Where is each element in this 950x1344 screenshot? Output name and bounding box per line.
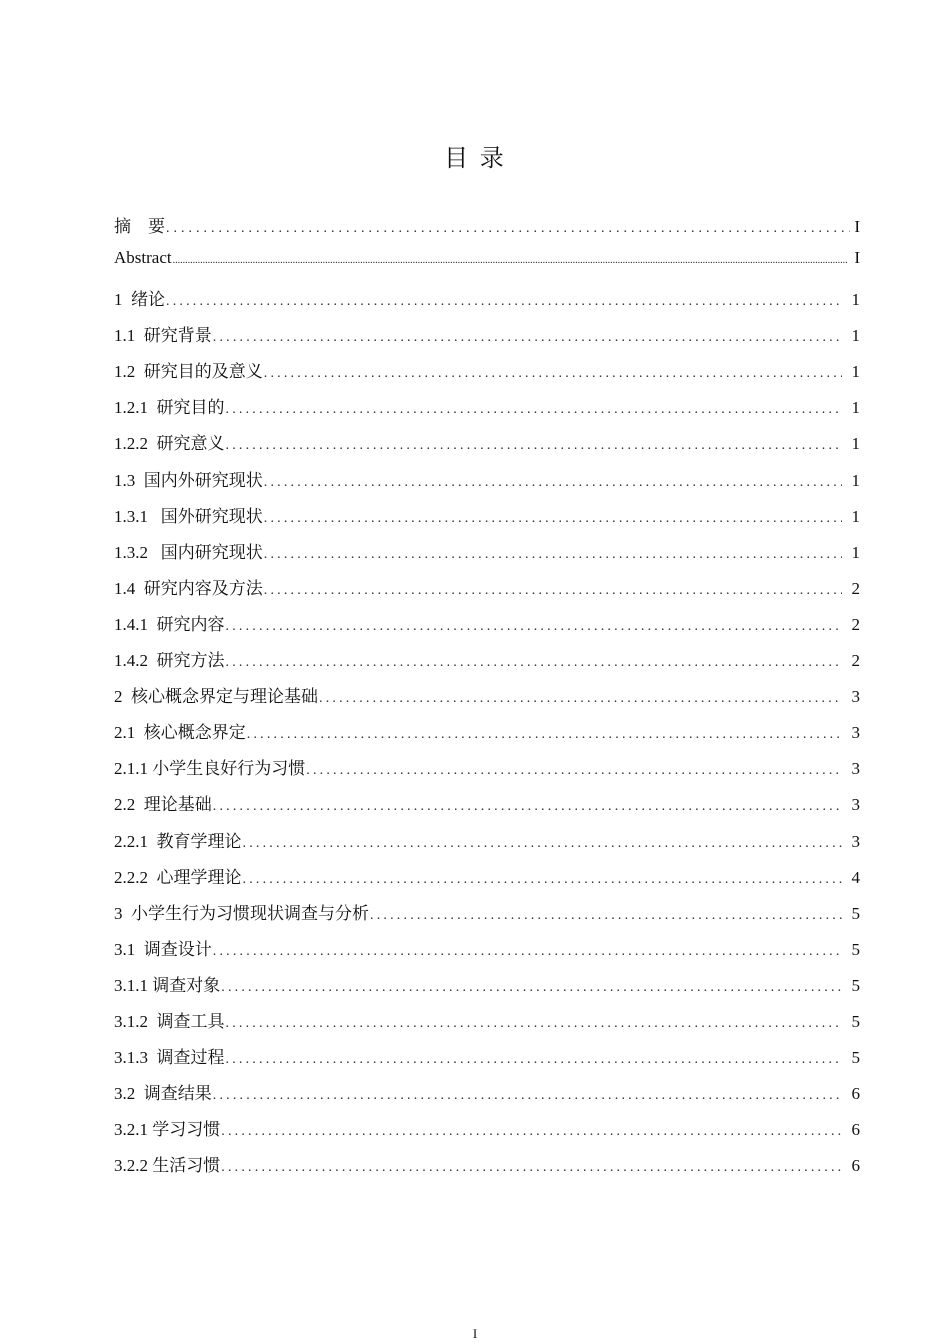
toc-dot-leader: [166, 221, 850, 237]
toc-entry-label: 3.1.1 调查对象: [114, 975, 221, 995]
toc-entry[interactable]: [114, 827, 860, 863]
toc-entry-label: 3.1.3 调查过程: [114, 1048, 225, 1068]
toc-entry-label: 1.4 研究内容及方法: [114, 578, 263, 598]
toc-entry[interactable]: [114, 1007, 860, 1043]
toc-dot-leader: [166, 294, 842, 310]
toc-entry-page-number: 1: [851, 398, 860, 418]
toc-entry[interactable]: [114, 718, 860, 754]
toc-dot-leader: [221, 1160, 841, 1176]
toc-entry-label: 1.3 国内外研究现状: [114, 470, 263, 490]
toc-entry-page-number: 4: [851, 867, 860, 887]
toc-entry-label: 2 核心概念界定与理论基础: [114, 687, 318, 707]
toc-dot-leader: [306, 763, 841, 779]
toc-entry-page-number: 3: [851, 831, 860, 851]
toc-entry-page-number: 1: [851, 290, 860, 310]
toc-entry-label: 3.2.2 生活习惯: [114, 1156, 221, 1176]
toc-dot-leader: [226, 438, 842, 454]
toc-dot-leader: [243, 872, 842, 888]
toc-entry-page-number: 1: [851, 542, 860, 562]
toc-entry-page-number: 5: [851, 1011, 860, 1031]
toc-entry-page-number: 5: [851, 903, 860, 923]
toc-entry[interactable]: [114, 682, 860, 718]
toc-entry[interactable]: [114, 899, 860, 935]
toc-entry-label: 1.4.1 研究内容: [114, 614, 225, 634]
toc-entry[interactable]: [114, 646, 860, 682]
toc-entry[interactable]: [114, 1151, 860, 1187]
toc-entry-page-number: 5: [851, 939, 860, 959]
toc-entry-page-number: 3: [851, 723, 860, 743]
toc-entry[interactable]: [114, 357, 860, 393]
toc-entry-page-number: 1: [851, 506, 860, 526]
toc-entry[interactable]: [114, 393, 860, 429]
toc-entry-label: 1.3.1 国外研究现状: [114, 506, 263, 526]
toc-entry-label: 2.1 核心概念界定: [114, 723, 246, 743]
toc-entry-page-number: 3: [851, 759, 860, 779]
toc-entry-label: 3.1 调查设计: [114, 939, 212, 959]
toc-entry[interactable]: [114, 212, 860, 248]
toc-entry-label: 2.2.1 教育学理论: [114, 831, 242, 851]
page-footer-number: I: [472, 1326, 478, 1341]
toc-entry[interactable]: [114, 321, 860, 357]
toc-entry-label: 1.4.2 研究方法: [114, 651, 225, 671]
toc-entry-label: 1.1 研究背景: [114, 326, 212, 346]
toc-dot-leader: [264, 547, 842, 563]
toc-entry[interactable]: [114, 429, 860, 465]
toc-entry-label: 3.2 调查结果: [114, 1084, 212, 1104]
toc-entry[interactable]: [114, 502, 860, 538]
toc-dot-leader: [226, 402, 842, 418]
toc-dot-leader: [264, 366, 842, 382]
toc-dot-leader: [221, 980, 841, 996]
toc-entry[interactable]: [114, 790, 860, 826]
toc-entry-label: 3 小学生行为习惯现状调查与分析: [114, 903, 369, 923]
toc-entry[interactable]: [114, 285, 860, 321]
toc-entry-page-number: 2: [851, 614, 860, 634]
toc-entry-label: 1.3.2 国内研究现状: [114, 542, 263, 562]
toc-entry-page-number: 5: [851, 975, 860, 995]
toc-dot-leader: [213, 944, 842, 960]
toc-dot-leader: [226, 1052, 842, 1068]
toc-entry-label: 3.1.2 调查工具: [114, 1011, 225, 1031]
toc-entry[interactable]: [114, 610, 860, 646]
toc-entry-page-number: 6: [851, 1120, 860, 1140]
toc-entry-label: 2.2 理论基础: [114, 795, 212, 815]
toc-dot-leader: [243, 836, 842, 852]
toc-entry-page-number: 3: [851, 687, 860, 707]
toc-entry-label: 1 绪论: [114, 290, 165, 310]
toc-entry[interactable]: [114, 538, 860, 574]
toc-entry[interactable]: [114, 754, 860, 790]
toc-entry[interactable]: [114, 574, 860, 610]
toc-entry[interactable]: [114, 1115, 860, 1151]
toc-entry-page-number: 1: [851, 434, 860, 454]
toc-entry-page-number: 1: [851, 470, 860, 490]
toc-entry[interactable]: [114, 466, 860, 502]
toc-entry-page-number: 1: [851, 362, 860, 382]
toc-dot-leader: [213, 799, 842, 815]
toc-entry-page-number: I: [854, 217, 860, 236]
toc-entry-page-number: 3: [851, 795, 860, 815]
toc-dot-leader: [264, 475, 842, 491]
toc-dot-leader: [226, 655, 842, 671]
toc-dot-leader: [226, 1016, 842, 1032]
toc-entry-page-number: 5: [851, 1048, 860, 1068]
table-of-contents: [114, 212, 860, 1187]
toc-entry-label: Abstract: [114, 248, 172, 268]
toc-entry-label: 2.1.1 小学生良好行为习惯: [114, 759, 306, 779]
toc-entry-label: 摘 要: [114, 217, 165, 236]
toc-entry-page-number: 6: [851, 1084, 860, 1104]
toc-dot-leader: [247, 727, 842, 743]
toc-entry-page-number: 6: [851, 1156, 860, 1176]
page-title: 目 录: [444, 144, 506, 173]
toc-entry-label: 1.2.1 研究目的: [114, 398, 225, 418]
toc-entry-page-number: 2: [851, 651, 860, 671]
toc-entry-page-number: 2: [851, 578, 860, 598]
toc-dot-leader: [226, 619, 842, 635]
toc-entry[interactable]: [114, 971, 860, 1007]
toc-dot-leader: [173, 255, 848, 266]
toc-entry[interactable]: [114, 935, 860, 971]
toc-entry-label: 2.2.2 心理学理论: [114, 867, 242, 887]
toc-dot-leader: [370, 908, 842, 924]
toc-dot-leader: [213, 330, 842, 346]
toc-entry-label: 1.2 研究目的及意义: [114, 362, 263, 382]
toc-entry-page-number: 1: [851, 326, 860, 346]
toc-dot-leader: [264, 511, 842, 527]
toc-entry[interactable]: [114, 863, 860, 899]
toc-entry[interactable]: [114, 1043, 860, 1079]
toc-dot-leader: [264, 583, 842, 599]
toc-entry[interactable]: [114, 1079, 860, 1115]
toc-entry[interactable]: [114, 248, 860, 285]
toc-dot-leader: [221, 1124, 841, 1140]
toc-dot-leader: [319, 691, 842, 707]
toc-entry-label: 1.2.2 研究意义: [114, 434, 225, 454]
toc-dot-leader: [213, 1088, 842, 1104]
toc-entry-label: 3.2.1 学习习惯: [114, 1120, 221, 1140]
toc-entry-page-number: I: [854, 248, 860, 268]
